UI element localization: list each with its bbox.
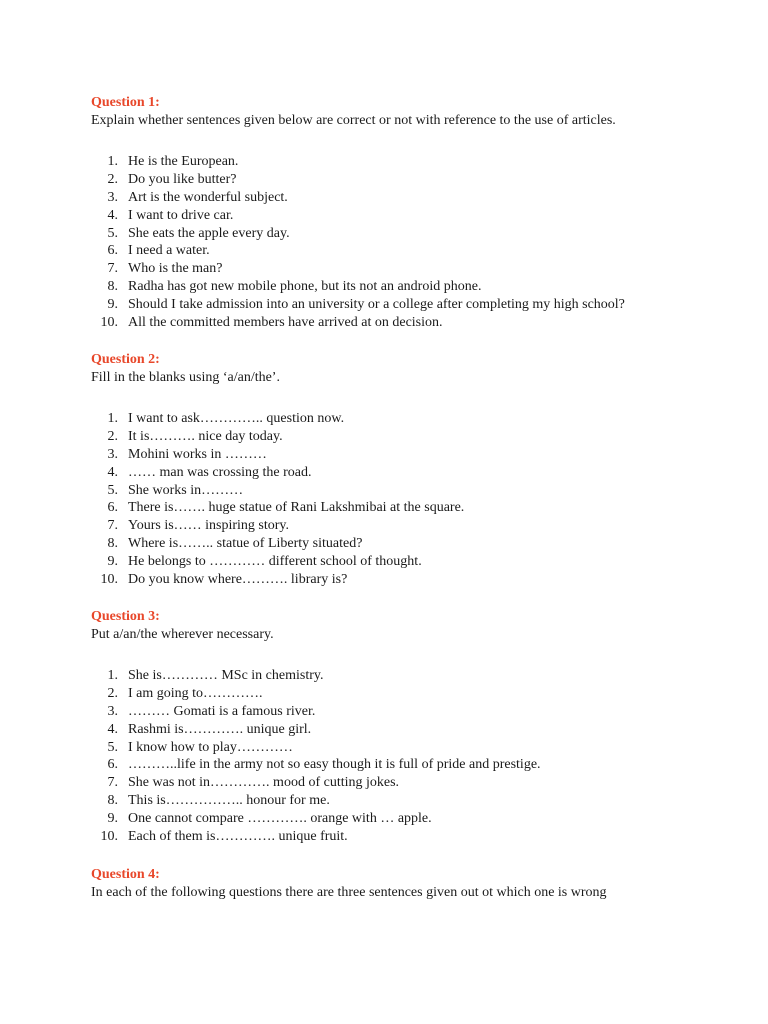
question-2-title: Question 2: <box>91 352 160 367</box>
question-3-list <box>91 667 691 846</box>
question-1-title: Question 1: <box>91 95 160 110</box>
list-item: 2. I am going to…………. <box>107 685 263 701</box>
list-item: 9. One cannot compare …………. orange with … apple. <box>107 811 432 827</box>
list-item: 9. Should I take admission into an university or a college after completing my high school? <box>107 297 625 313</box>
list-item: 4. I want to drive car. <box>107 207 234 223</box>
question-4-title: Question 4: <box>91 867 160 882</box>
question-1-section <box>91 94 691 331</box>
list-item: 6. There is……. huge statue of Rani Lakshmibai at the square. <box>107 500 465 516</box>
list-item: 6. ………..life in the army not so easy though it is full of pride and prestige. <box>107 757 541 773</box>
list-item: 5. I know how to play………… <box>107 739 293 755</box>
list-item: 2. It is………. nice day today. <box>107 428 283 444</box>
list-item: 4. …… man was crossing the road. <box>107 464 312 480</box>
list-item: 4. Rashmi is…………. unique girl. <box>107 721 312 737</box>
list-item: 8. Where is…….. statue of Liberty situated? <box>107 536 363 552</box>
question-2-list <box>91 410 691 589</box>
list-item: 10. All the committed members have arrived at on decision. <box>100 315 443 331</box>
list-item: 7. Yours is…… inspiring story. <box>107 518 290 534</box>
list-item: 2. Do you like butter? <box>107 171 237 187</box>
question-1-instruction: Explain whether sentences given below are correct or not with reference to the use of articles. <box>91 113 616 128</box>
list-item: 1. She is………… MSc in chemistry. <box>107 668 324 683</box>
list-item: 3. Mohini works in ……… <box>107 446 267 462</box>
question-3-section <box>91 608 691 845</box>
question-4-instruction: In each of the following questions there are three sentences given out ot which one is wrong <box>91 885 607 900</box>
question-2-instruction: Fill in the blanks using ‘a/an/the’. <box>91 370 280 385</box>
list-item: 8. Radha has got new mobile phone, but its not an android phone. <box>107 279 482 295</box>
list-item: 5. She works in……… <box>107 482 244 498</box>
question-1-list <box>91 153 691 332</box>
list-item: 3. ……… Gomati is a famous river. <box>107 703 316 719</box>
list-item: 10. Each of them is…………. unique fruit. <box>100 829 348 845</box>
list-item: 5. She eats the apple every day. <box>107 225 290 241</box>
list-item: 9. He belongs to ………… different school of thought. <box>107 554 422 570</box>
question-2-section <box>91 351 691 588</box>
list-item: 1. I want to ask………….. question now. <box>107 411 345 426</box>
list-item: 7. She was not in…………. mood of cutting jokes. <box>107 775 400 791</box>
question-3-title: Question 3: <box>91 609 160 624</box>
list-item: 10. Do you know where………. library is? <box>100 572 348 588</box>
list-item: 3. Art is the wonderful subject. <box>107 189 288 205</box>
question-3-instruction: Put a/an/the wherever necessary. <box>91 627 274 642</box>
list-item: 8. This is…………….. honour for me. <box>107 793 330 809</box>
question-4-section <box>91 866 691 902</box>
list-item: 1. He is the European. <box>107 154 239 169</box>
list-item: 6. I need a water. <box>107 243 210 259</box>
list-item: 7. Who is the man? <box>107 261 223 277</box>
